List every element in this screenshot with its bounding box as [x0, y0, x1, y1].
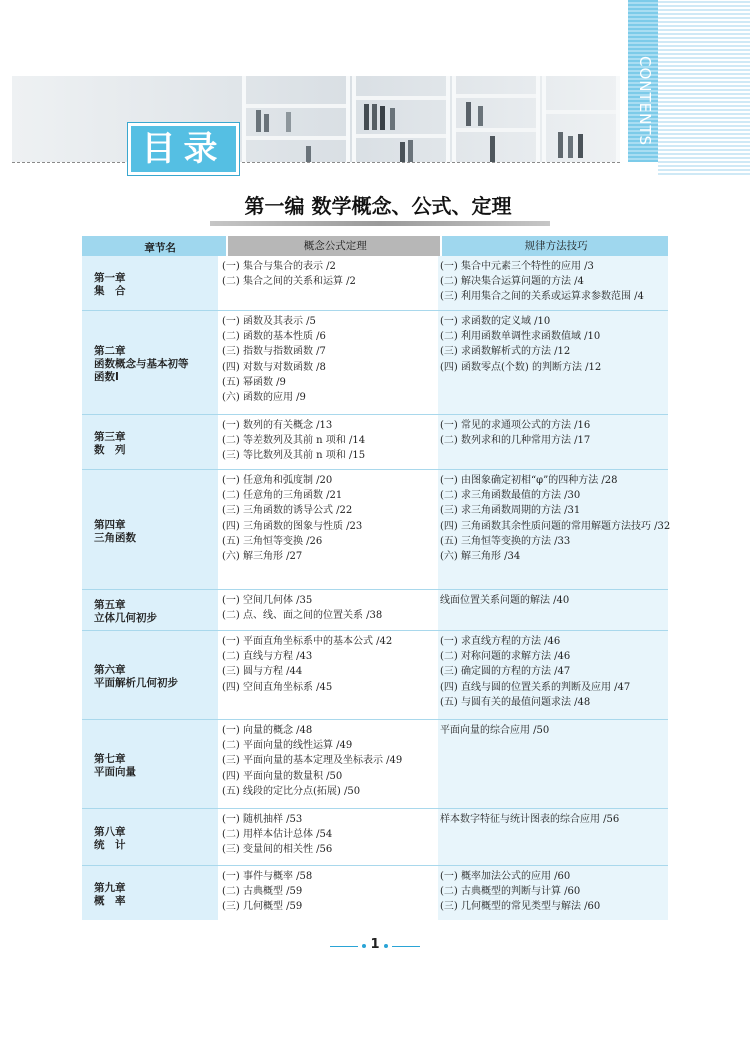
- method-list-entry[interactable]: (三) 求函数解析式的方法 /12: [440, 346, 571, 358]
- concept-list-entry[interactable]: (二) 平面向量的线性运算 /49: [222, 740, 353, 752]
- concept-list-entry[interactable]: (一) 随机抽样 /53: [222, 814, 303, 825]
- concept-list-entry[interactable]: (三) 平面向量的基本定理及坐标表示 /49: [222, 755, 403, 767]
- concept-list-entry[interactable]: (二) 点、线、面之间的位置关系 /38: [222, 610, 383, 622]
- header-banner: [12, 76, 620, 162]
- concept-list: [220, 720, 436, 808]
- contents-side-tab: [628, 0, 658, 162]
- chapter-name-entry: 函数Ⅰ: [94, 371, 119, 383]
- concept-list-entry[interactable]: (一) 向量的概念 /48: [222, 725, 313, 736]
- concept-list-entry[interactable]: (二) 集合之间的关系和运算 /2: [222, 276, 356, 288]
- page-footer: [320, 936, 430, 956]
- contents-label: CONTENTS: [636, 56, 654, 147]
- chapter-name-entry: 平面向量: [94, 766, 136, 778]
- column-header-concepts: 概念公式定理: [228, 236, 440, 256]
- concept-list-entry[interactable]: (三) 圆与方程 /44: [222, 666, 303, 678]
- concept-list-entry[interactable]: (四) 三角函数的图象与性质 /23: [222, 520, 363, 532]
- concept-list-entry[interactable]: (四) 对数与对数函数 /8: [222, 361, 326, 373]
- table-row: [82, 415, 668, 470]
- method-list-entry[interactable]: (四) 三角函数其余性质问题的常用解题方法技巧 /32: [440, 520, 671, 532]
- concept-list-entry[interactable]: (三) 变量间的相关性 /56: [222, 844, 333, 856]
- method-list: [438, 256, 668, 310]
- table-header: [82, 236, 668, 256]
- method-list: [438, 866, 668, 920]
- method-list: [438, 470, 671, 589]
- chapter-name-entry: 立体几何初步: [94, 612, 157, 624]
- concept-list-entry[interactable]: (一) 数列的有关概念 /13: [222, 420, 333, 431]
- concept-list-entry[interactable]: (三) 三角函数的诱导公式 /22: [222, 505, 353, 517]
- concept-list-entry[interactable]: (二) 古典概型 /59: [222, 886, 303, 898]
- method-list: [438, 415, 668, 469]
- concept-list-entry[interactable]: (一) 事件与概率 /58: [222, 871, 313, 882]
- chapter-name-entry: 第六章: [94, 664, 126, 676]
- concept-list-entry[interactable]: (五) 三角恒等变换 /26: [222, 535, 323, 547]
- table-row: [82, 809, 668, 866]
- chapter-name: [82, 470, 218, 589]
- chapter-name-entry: 第五章: [94, 599, 126, 611]
- column-header-methods: 规律方法技巧: [442, 236, 668, 256]
- concept-list-entry[interactable]: (一) 空间几何体 /35: [222, 595, 313, 606]
- concept-list-entry[interactable]: (三) 等比数列及其前 n 项和 /15: [222, 450, 366, 462]
- method-list: [438, 590, 668, 630]
- method-list-entry[interactable]: (一) 概率加法公式的应用 /60: [440, 871, 571, 882]
- chapter-name: [82, 590, 218, 630]
- method-list-entry[interactable]: (三) 利用集合之间的关系或运算求参数范围 /4: [440, 291, 644, 303]
- concept-list: [220, 470, 436, 589]
- chapter-name-entry: 集 合: [94, 285, 126, 297]
- concept-list-entry[interactable]: (二) 函数的基本性质 /6: [222, 331, 326, 343]
- chapter-name-entry: 统 计: [94, 839, 126, 851]
- concept-list: [220, 590, 436, 630]
- method-list-entry[interactable]: (四) 直线与圆的位置关系的判断及应用 /47: [440, 681, 631, 693]
- table-row: [82, 866, 668, 921]
- bookshelf-graphic: [452, 76, 540, 162]
- concept-list-entry[interactable]: (二) 用样本估计总体 /54: [222, 829, 333, 841]
- concept-list-entry[interactable]: (二) 直线与方程 /43: [222, 651, 313, 663]
- page-number: 1: [370, 937, 380, 952]
- table-row: [82, 720, 668, 809]
- concept-list-entry[interactable]: (一) 函数及其表示 /5: [222, 316, 316, 327]
- method-list-entry[interactable]: (二) 对称问题的求解方法 /46: [440, 651, 571, 663]
- method-list-entry[interactable]: (六) 解三角形 /34: [440, 551, 521, 563]
- concept-list-entry[interactable]: (一) 平面直角坐标系中的基本公式 /42: [222, 636, 393, 647]
- chapter-name: [82, 809, 218, 865]
- method-list-entry[interactable]: (三) 几何概型的常见类型与解法 /60: [440, 901, 601, 913]
- chapter-name-entry: 第九章: [94, 882, 126, 894]
- table-row: [82, 631, 668, 720]
- concept-list-entry[interactable]: (五) 幂函数 /9: [222, 376, 286, 388]
- concept-list-entry[interactable]: (六) 解三角形 /27: [222, 551, 303, 563]
- method-list-entry[interactable]: (三) 求三角函数周期的方法 /31: [440, 505, 581, 517]
- method-list-entry[interactable]: (一) 求直线方程的方法 /46: [440, 636, 561, 647]
- method-list-entry[interactable]: 平面向量的综合应用 /50: [440, 725, 550, 736]
- method-list: [438, 720, 668, 808]
- chapter-name-entry: 函数概念与基本初等: [94, 358, 189, 370]
- bookshelf-graphic: [352, 76, 450, 162]
- column-header-chapter: 章节名: [82, 236, 226, 256]
- method-list-entry[interactable]: (二) 解决集合运算问题的方法 /4: [440, 276, 584, 288]
- table-row: [82, 256, 668, 311]
- method-list-entry[interactable]: (二) 求三角函数最值的方法 /30: [440, 490, 581, 502]
- method-list: [438, 311, 668, 414]
- table-row: [82, 311, 668, 415]
- table-row: [82, 590, 668, 631]
- chapter-name-entry: 第七章: [94, 753, 126, 765]
- section-title-underline: [210, 221, 550, 226]
- chapter-name: [82, 415, 218, 469]
- concept-list-entry[interactable]: (一) 集合与集合的表示 /2: [222, 261, 336, 272]
- concept-list-entry[interactable]: (二) 任意角的三角函数 /21: [222, 490, 343, 502]
- chapter-name-entry: 三角函数: [94, 531, 136, 544]
- chapter-name: [82, 311, 218, 414]
- method-list-entry[interactable]: (三) 确定圆的方程的方法 /47: [440, 666, 571, 678]
- chapter-name: [82, 866, 218, 920]
- concept-list-entry[interactable]: (五) 线段的定比分点(拓展) /50: [222, 785, 361, 797]
- chapter-name-entry: 第四章: [94, 518, 126, 531]
- concept-list-entry[interactable]: (二) 等差数列及其前 n 项和 /14: [222, 435, 366, 447]
- chapter-name-entry: 第三章: [94, 431, 126, 443]
- concept-list-entry[interactable]: (三) 指数与指数函数 /7: [222, 346, 326, 358]
- section-title: 第一编 数学概念、公式、定理: [244, 194, 512, 218]
- bookshelf-graphic: [542, 76, 620, 162]
- table-body: [82, 256, 671, 921]
- table-row: [82, 470, 671, 590]
- chapter-name-entry: 数 列: [94, 444, 126, 456]
- concept-list: [220, 809, 436, 865]
- chapter-name-entry: 平面解析几何初步: [94, 677, 178, 689]
- method-list-entry[interactable]: (五) 三角恒等变换的方法 /33: [440, 535, 571, 547]
- chapter-name-entry: 概 率: [94, 895, 126, 907]
- concept-list: [220, 256, 436, 310]
- chapter-name-entry: 第八章: [94, 826, 126, 838]
- method-list-entry[interactable]: (一) 集合中元素三个特性的应用 /3: [440, 261, 594, 272]
- method-list-entry[interactable]: (一) 求函数的定义域 /10: [440, 316, 551, 327]
- method-list-entry[interactable]: (一) 由图象确定初相“φ”的四种方法 /28: [440, 475, 618, 486]
- concept-list: [220, 866, 436, 920]
- concept-list-entry[interactable]: (一) 任意角和弧度制 /20: [222, 475, 333, 486]
- method-list-entry[interactable]: (二) 古典概型的判断与计算 /60: [440, 886, 581, 898]
- method-list-entry[interactable]: (五) 与圆有关的最值问题求法 /48: [440, 696, 591, 708]
- concept-list: [220, 311, 436, 414]
- decorative-stripes: [658, 0, 750, 175]
- header-dashed-divider: [12, 162, 620, 163]
- contents-table: [82, 236, 671, 921]
- method-list-entry[interactable]: (二) 数列求和的几种常用方法 /17: [440, 435, 591, 447]
- chapter-name-entry: 第一章: [94, 272, 126, 284]
- chapter-name: [82, 720, 218, 808]
- method-list: [438, 631, 668, 719]
- concept-list-entry[interactable]: (四) 平面向量的数量积 /50: [222, 770, 343, 782]
- page-title: 目录: [128, 123, 239, 175]
- concept-list-entry[interactable]: (三) 几何概型 /59: [222, 901, 303, 913]
- bookshelf-graphic: [242, 76, 350, 162]
- method-list-entry[interactable]: 样本数字特征与统计图表的综合应用 /56: [440, 814, 620, 825]
- method-list-entry[interactable]: (一) 常见的求通项公式的方法 /16: [440, 420, 591, 431]
- method-list: [438, 809, 668, 865]
- method-list-entry[interactable]: (四) 函数零点(个数) 的判断方法 /12: [440, 361, 602, 373]
- concept-list-entry[interactable]: (四) 空间直角坐标系 /45: [222, 681, 333, 693]
- method-list-entry[interactable]: 线面位置关系问题的解法 /40: [440, 595, 570, 606]
- concept-list-entry[interactable]: (六) 函数的应用 /9: [222, 392, 306, 404]
- concept-list: [220, 631, 436, 719]
- method-list-entry[interactable]: (二) 利用函数单调性求函数值域 /10: [440, 331, 601, 343]
- chapter-name: [82, 631, 218, 719]
- chapter-name-entry: 第二章: [94, 345, 126, 357]
- concept-list: [220, 415, 436, 469]
- chapter-name: [82, 256, 218, 310]
